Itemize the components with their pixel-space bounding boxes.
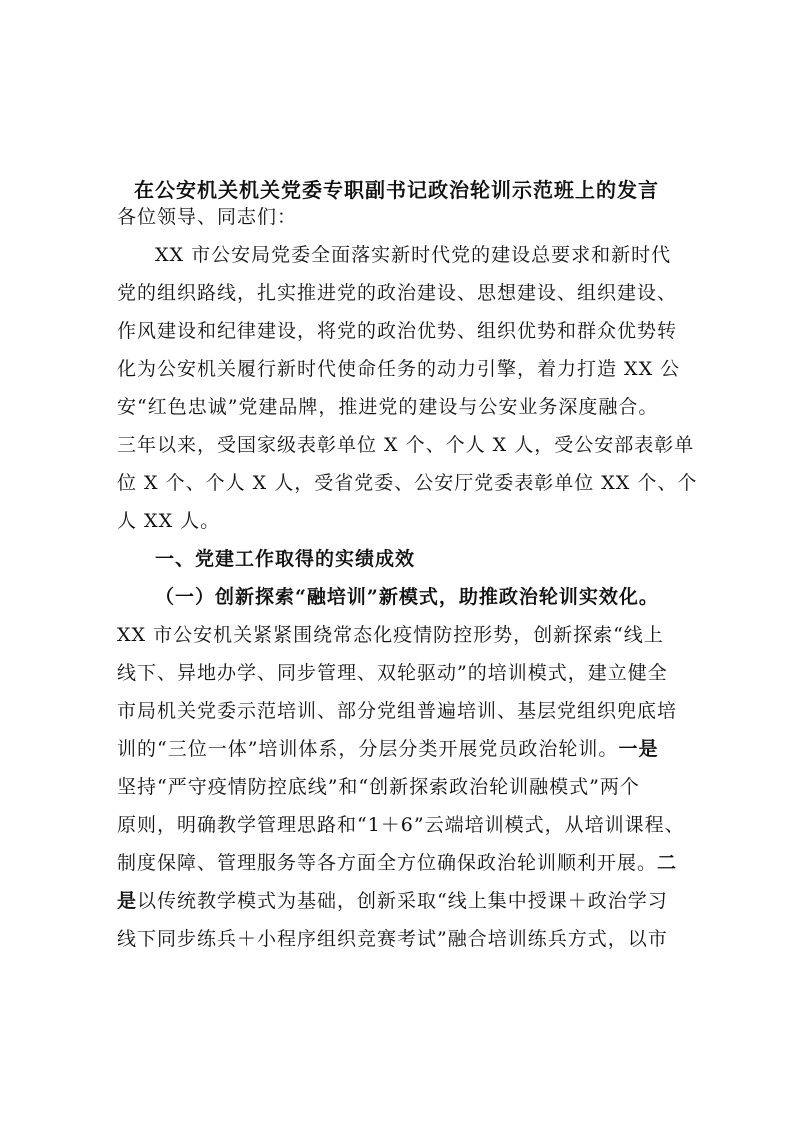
body-line [117,887,668,915]
body-line: 坚持“严守疫情防控底线”和“创新探索政治轮训融模式”两个 [117,776,640,798]
body-line [117,735,658,763]
section-heading: 一、党建工作取得的实绩成效 [155,548,416,570]
body-line-text: 以传统教学模式为基础，创新采取“线上集中授课＋政治学习 [137,890,668,912]
body-line: XX 市公安机关紧紧围绕常态化疫情防控形势，创新探索“线上 [117,624,664,646]
body-line: 线下同步练兵＋小程序组织竞赛考试”融合培训练兵方式，以市 [117,928,668,950]
body-line: 市局机关党委示范培训、部分党组普遍培训、基层党组织兜底培 [117,700,678,722]
intro-line: 安“红色忠诚”党建品牌，推进党的建设与公安业务深度融合。 [117,396,659,418]
intro-line: 党的组织路线，扎实推进党的政治建设、思想建设、组织建设、 [117,282,678,304]
body-line-text: 制度保障、管理服务等各方面全方位确保政治轮训顺利开展。 [117,852,658,874]
emphasis-first: 一是 [618,738,659,760]
subsection-heading: （一）创新探索“融培训”新模式，助推政治轮训实效化。 [155,586,659,608]
intro-line: 作风建设和纪律建设，将党的政治优势、组织优势和群众优势转 [117,320,678,342]
document-title: 在公安机关机关党委专职副书记政治轮训示范班上的发言 [134,178,659,202]
intro-line: 三年以来，受国家级表彰单位 X 个、个人 X 人，受公安部表彰单 [117,434,695,456]
intro-line: 位 X 个、个人 X 人，受省党委、公安厅党委表彰单位 XX 个、个 [117,472,698,494]
body-line-text: 训的“三位一体”培训体系，分层分类开展党员政治轮训。 [117,738,619,760]
intro-line: 化为公安机关履行新时代使命任务的动力引擎，着力打造 XX 公 [117,358,681,380]
body-line: 线下、异地办学、同步管理、双轮驱动”的培训模式，建立健全 [117,662,668,684]
intro-line: 人 XX 人。 [117,510,221,532]
emphasis-second-part1: 二 [657,852,678,874]
salutation: 各位领导、同志们： [117,206,298,228]
body-line [117,849,677,877]
body-line: 原则，明确教学管理思路和“1＋6”云端培训模式，从培训课程、 [117,814,685,836]
emphasis-second-part2: 是 [117,890,138,912]
intro-line: XX 市公安局党委全面落实新时代党的建设总要求和新时代 [155,244,672,266]
